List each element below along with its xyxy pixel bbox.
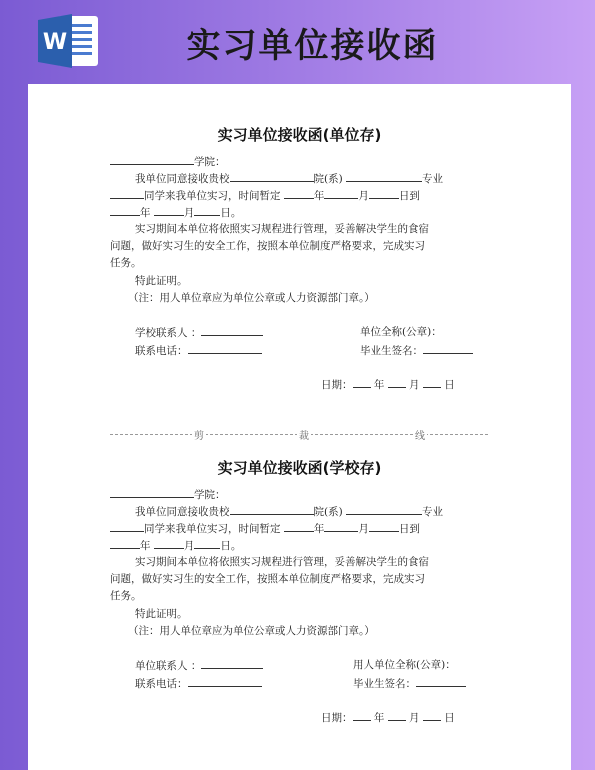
phone-field: 联系电话：	[135, 343, 262, 358]
paragraph-line-3: 任务。	[110, 257, 142, 269]
note-text: （注：用人单位章应为单位公章或人力资源部门章。）	[128, 625, 375, 637]
date-field: 日期： 年 月 日	[321, 712, 455, 724]
paragraph-line-2: 问题，做好实习生的安全工作，按照本单位制度严格要求，完成实习	[110, 240, 425, 252]
cut-char-2: 裁	[297, 427, 311, 442]
cut-line	[110, 427, 488, 441]
contact-field: 学校联系人 ：	[135, 325, 263, 340]
note-text: （注：用人单位章应为单位公章或人力资源部门章。）	[128, 292, 375, 304]
signature-field: 毕业生签名：	[360, 343, 473, 358]
signature-field: 毕业生签名：	[353, 676, 466, 691]
paragraph-line-3: 任务。	[110, 590, 142, 602]
section-title: 实习单位接收函(学校存)	[217, 459, 382, 477]
cut-char-3: 线	[413, 427, 427, 442]
certify-text: 特此证明。	[135, 608, 188, 620]
phone-field: 联系电话：	[135, 676, 262, 691]
body-line-1: 我单位同意接收贵校 院(系) 专业	[135, 173, 444, 185]
body-line-2: 同学来我单位实习，时间暂定 年 月 日到	[110, 188, 420, 203]
college-line: 学院：	[110, 154, 226, 169]
date-field: 日期： 年 月 日	[321, 379, 455, 391]
certify-text: 特此证明。	[135, 275, 188, 287]
section-title: 实习单位接收函(单位存)	[217, 126, 382, 144]
college-line: 学院：	[110, 487, 226, 502]
body-line-1: 我单位同意接收贵校 院(系) 专业	[135, 506, 444, 518]
contact-field: 单位联系人 ：	[135, 658, 263, 673]
paragraph-line-1: 实习期间本单位将依照实习规程进行管理，妥善解决学生的食宿	[135, 556, 429, 568]
document-page	[28, 84, 571, 770]
body-line-3: 年 月 日。	[110, 205, 241, 220]
paragraph-line-2: 问题，做好实习生的安全工作，按照本单位制度严格要求，完成实习	[110, 573, 425, 585]
banner-header	[0, 0, 595, 82]
org-name-field: 单位全称(公章)：	[360, 326, 442, 338]
body-line-2: 同学来我单位实习，时间暂定 年 月 日到	[110, 521, 420, 536]
word-icon-letter: W	[42, 30, 68, 55]
page-title: 实习单位接收函	[186, 26, 439, 66]
cut-char-1: 剪	[192, 427, 206, 442]
body-line-3: 年 月 日。	[110, 538, 241, 553]
org-name-field: 用人单位全称(公章)：	[353, 659, 456, 671]
paragraph-line-1: 实习期间本单位将依照实习规程进行管理，妥善解决学生的食宿	[135, 223, 429, 235]
